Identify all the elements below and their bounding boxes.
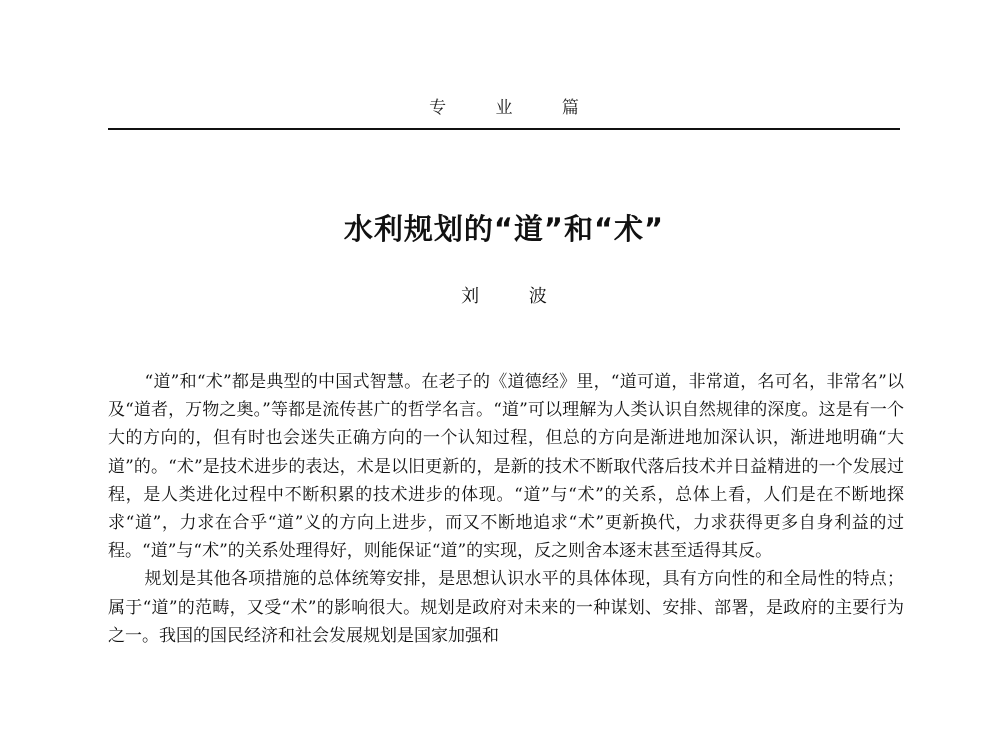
article-body xyxy=(108,368,904,650)
body-paragraph: 规划是其他各项措施的总体统筹安排，是思想认识水平的具体体现，具有方向性的和全局性的特点；属于“道”的范畴，又受“术”的影响很大。规划是政府对未来的一种谋划、安排、部署，是政府的主要行为之一。我国的国民经济和社会发展规划是国家加强和 xyxy=(108,569,904,646)
body-paragraph: “道”和“术”都是典型的中国式智慧。在老子的《道德经》里，“道可道，非常道，名可名，非常名”以及“道者，万物之奥。”等都是流传甚广的哲学名言。“道”可以理解为人类认识自然规律的深度。这是有一个大的方向的，但有时也会迷失正确方向的一个认知过程，但总的方向是渐进地加深认识，渐进地明确“大道”的。“术”是技术进步的表达，术是以旧更新的，是新的技术不断取代落后技术并日益精进的一个发展过程，是人类进化过程中不断积累的技术进步的体现。“道”与“术”的关系，总体上看，人们是在不断地探求“道”，力求在合乎“道”义的方向上进步，而又不断地追求“术”更新换代，力求获得更多自身利益的过程。“道”与“术”的关系处理得好，则能保证“道”的实现，反之则舍本逐末甚至适得其反。 xyxy=(108,372,904,562)
article-author: 刘 波 xyxy=(461,286,569,307)
header-divider xyxy=(108,128,900,130)
article-title: 水利规划的“道”和“术” xyxy=(343,212,665,246)
section-header: 专 业 篇 xyxy=(429,98,601,118)
